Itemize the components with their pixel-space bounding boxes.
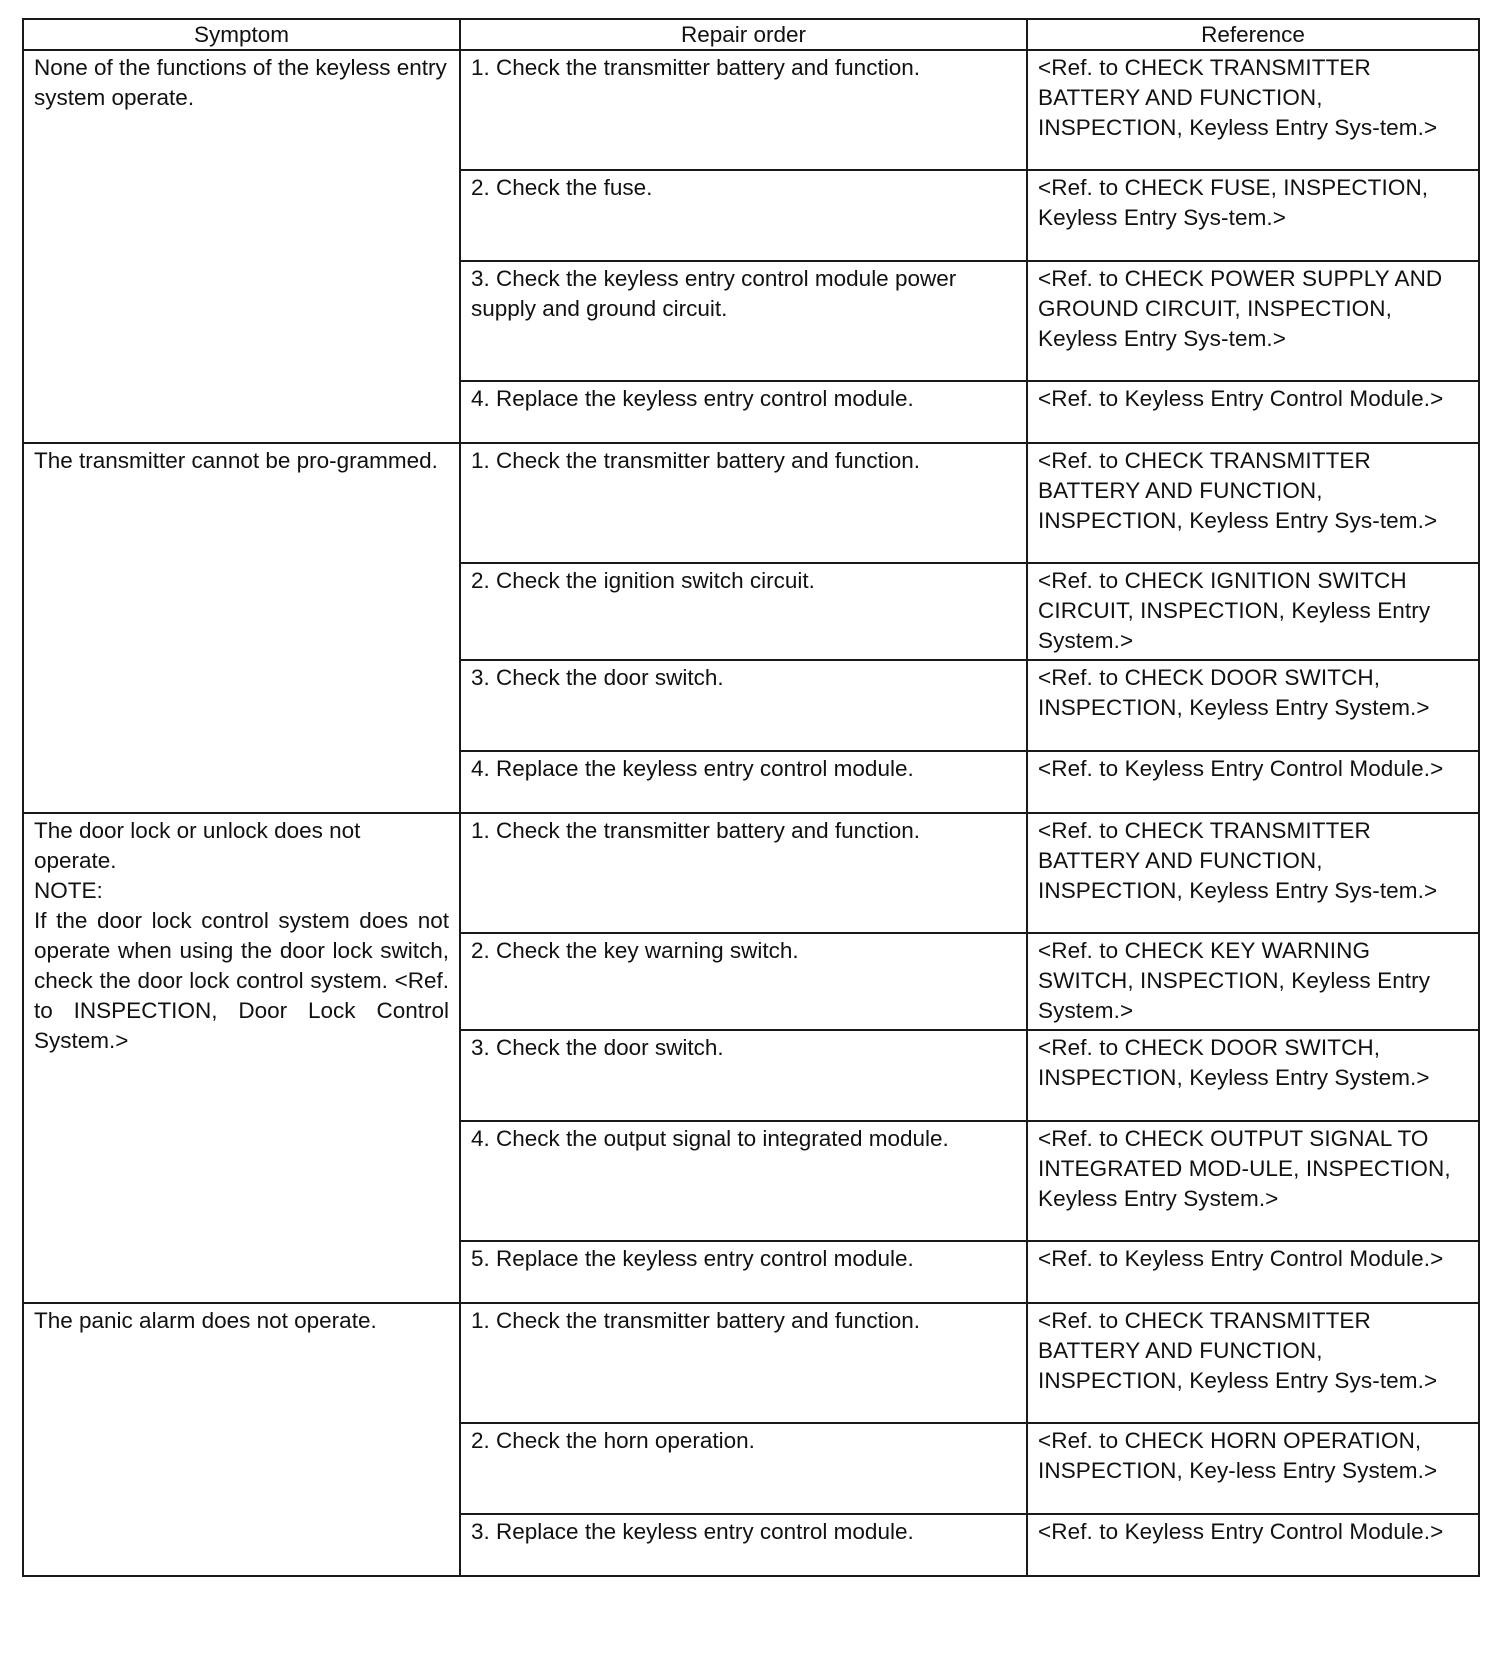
table-row bbox=[23, 50, 1479, 170]
repair-step-cell: 2. Check the horn operation. bbox=[460, 1423, 1027, 1514]
repair-step-cell: 2. Check the fuse. bbox=[460, 170, 1027, 261]
reference-cell: <Ref. to Keyless Entry Control Module.> bbox=[1027, 751, 1479, 813]
reference-cell: <Ref. to CHECK IGNITION SWITCH CIRCUIT, INSPECTION, Keyless Entry System.> bbox=[1027, 563, 1479, 660]
reference-cell: <Ref. to CHECK FUSE, INSPECTION, Keyless Entry Sys-tem.> bbox=[1027, 170, 1479, 261]
repair-step-cell: 3. Check the keyless entry control module power supply and ground circuit. bbox=[460, 261, 1027, 381]
reference-cell: <Ref. to CHECK TRANSMITTER BATTERY AND FUNCTION, INSPECTION, Keyless Entry Sys-tem.> bbox=[1027, 50, 1479, 170]
repair-step-cell: 4. Check the output signal to integrated module. bbox=[460, 1121, 1027, 1241]
symptom-cell bbox=[23, 813, 460, 1303]
table-row bbox=[23, 813, 1479, 933]
repair-step-cell: 1. Check the transmitter battery and function. bbox=[460, 443, 1027, 563]
symptom-text: The door lock or unlock does not operate. bbox=[34, 818, 361, 873]
symptom-cell bbox=[23, 443, 460, 813]
column-header-repair-order: Repair order bbox=[460, 19, 1027, 50]
reference-cell: <Ref. to Keyless Entry Control Module.> bbox=[1027, 381, 1479, 443]
reference-cell: <Ref. to CHECK KEY WARNING SWITCH, INSPECTION, Keyless Entry System.> bbox=[1027, 933, 1479, 1030]
diagnosis-table-container bbox=[22, 18, 1478, 1577]
reference-cell: <Ref. to Keyless Entry Control Module.> bbox=[1027, 1514, 1479, 1576]
note-label: NOTE: bbox=[34, 878, 103, 903]
repair-step-cell: 2. Check the ignition switch circuit. bbox=[460, 563, 1027, 660]
repair-step-cell: 2. Check the key warning switch. bbox=[460, 933, 1027, 1030]
reference-cell: <Ref. to CHECK POWER SUPPLY AND GROUND CIRCUIT, INSPECTION, Keyless Entry Sys-tem.> bbox=[1027, 261, 1479, 381]
symptom-text: The panic alarm does not operate. bbox=[34, 1308, 377, 1333]
diagnosis-table bbox=[22, 18, 1480, 1577]
symptom-text: The transmitter cannot be pro-grammed. bbox=[34, 448, 438, 473]
reference-cell: <Ref. to CHECK DOOR SWITCH, INSPECTION, Keyless Entry System.> bbox=[1027, 1030, 1479, 1121]
table-row bbox=[23, 443, 1479, 563]
symptom-cell bbox=[23, 1303, 460, 1576]
note-text: If the door lock control system does not operate when using the door lock switch, check the door lock control system. <Ref. to INSPECTION, Door Lock Control System.> bbox=[34, 908, 449, 1053]
symptom-cell bbox=[23, 50, 460, 443]
column-header-symptom: Symptom bbox=[23, 19, 460, 50]
column-header-reference: Reference bbox=[1027, 19, 1479, 50]
repair-step-cell: 4. Replace the keyless entry control module. bbox=[460, 751, 1027, 813]
reference-cell: <Ref. to Keyless Entry Control Module.> bbox=[1027, 1241, 1479, 1303]
repair-step-cell: 5. Replace the keyless entry control module. bbox=[460, 1241, 1027, 1303]
repair-step-cell: 3. Replace the keyless entry control module. bbox=[460, 1514, 1027, 1576]
repair-step-cell: 1. Check the transmitter battery and function. bbox=[460, 1303, 1027, 1423]
repair-step-cell: 3. Check the door switch. bbox=[460, 1030, 1027, 1121]
reference-cell: <Ref. to CHECK TRANSMITTER BATTERY AND FUNCTION, INSPECTION, Keyless Entry Sys-tem.> bbox=[1027, 1303, 1479, 1423]
reference-cell: <Ref. to CHECK OUTPUT SIGNAL TO INTEGRATED MOD-ULE, INSPECTION, Keyless Entry System.> bbox=[1027, 1121, 1479, 1241]
reference-cell: <Ref. to CHECK DOOR SWITCH, INSPECTION, Keyless Entry System.> bbox=[1027, 660, 1479, 751]
table-row bbox=[23, 1303, 1479, 1423]
repair-step-cell: 1. Check the transmitter battery and function. bbox=[460, 50, 1027, 170]
repair-step-cell: 1. Check the transmitter battery and function. bbox=[460, 813, 1027, 933]
symptom-text: None of the functions of the keyless entry system operate. bbox=[34, 55, 447, 110]
repair-step-cell: 3. Check the door switch. bbox=[460, 660, 1027, 751]
table-header-row bbox=[23, 19, 1479, 50]
reference-cell: <Ref. to CHECK HORN OPERATION, INSPECTION, Key-less Entry System.> bbox=[1027, 1423, 1479, 1514]
repair-step-cell: 4. Replace the keyless entry control module. bbox=[460, 381, 1027, 443]
reference-cell: <Ref. to CHECK TRANSMITTER BATTERY AND FUNCTION, INSPECTION, Keyless Entry Sys-tem.> bbox=[1027, 443, 1479, 563]
reference-cell: <Ref. to CHECK TRANSMITTER BATTERY AND FUNCTION, INSPECTION, Keyless Entry Sys-tem.> bbox=[1027, 813, 1479, 933]
